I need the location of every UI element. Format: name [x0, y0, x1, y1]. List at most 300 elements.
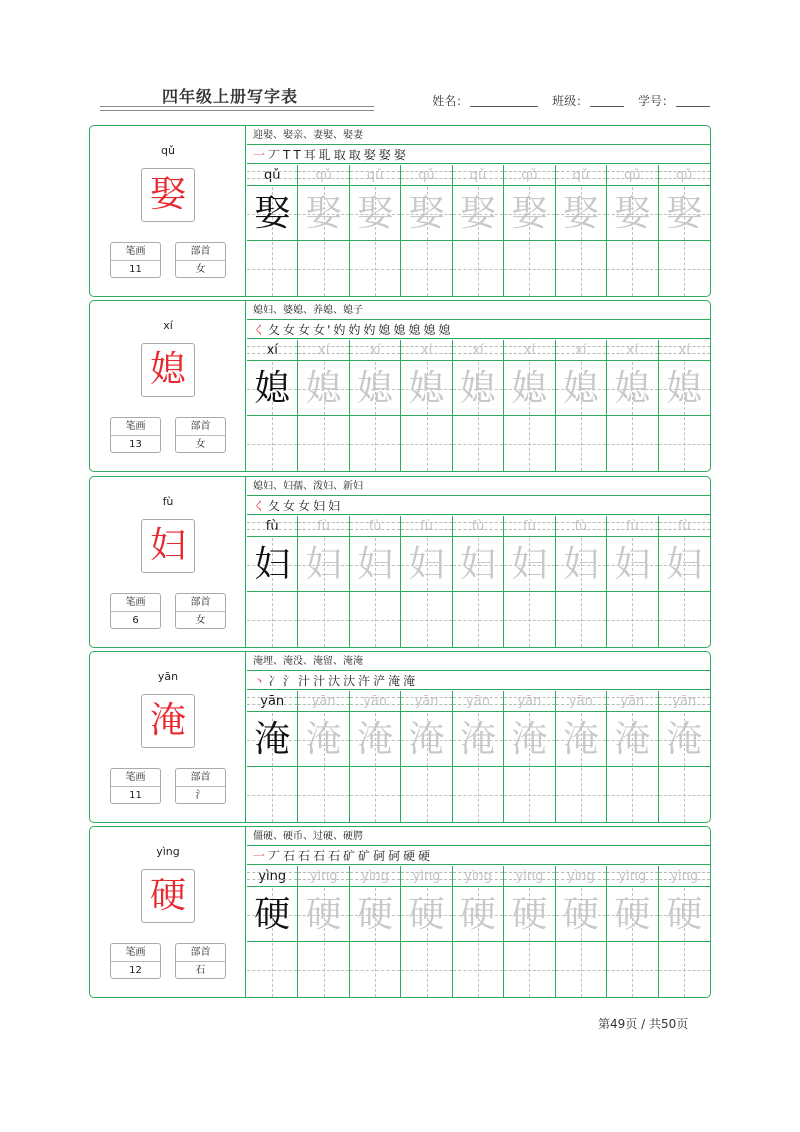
practice-character: 媳 — [459, 368, 496, 409]
practice-cell[interactable] — [453, 516, 504, 647]
tian-grid — [504, 362, 554, 416]
stroke-step: 冫 — [268, 674, 283, 688]
practice-cell[interactable] — [556, 340, 607, 471]
tian-grid — [453, 888, 503, 942]
name-blank[interactable] — [470, 95, 538, 107]
blank-tian-grid[interactable] — [298, 417, 348, 471]
blank-tian-grid[interactable] — [504, 417, 554, 471]
practice-cell[interactable] — [298, 866, 349, 997]
stroke-step: 耴 — [318, 148, 333, 162]
tian-grid — [607, 538, 657, 592]
practice-cell[interactable] — [659, 866, 710, 997]
stroke-step: 硬 — [403, 849, 418, 863]
id-blank[interactable] — [676, 95, 710, 107]
character-card — [89, 651, 711, 823]
stroke-order-row — [247, 672, 710, 690]
stroke-step: 妁 — [363, 323, 378, 337]
blank-tian-grid[interactable] — [504, 593, 554, 647]
tian-grid — [659, 713, 710, 767]
blank-tian-grid[interactable] — [556, 593, 606, 647]
practice-character: 硬 — [614, 894, 651, 935]
tian-grid — [401, 538, 451, 592]
blank-tian-grid[interactable] — [298, 768, 348, 822]
practice-pinyin: fù — [659, 516, 710, 537]
practice-cell[interactable] — [401, 165, 452, 296]
stroke-step: 媳 — [393, 323, 408, 337]
practice-cell[interactable] — [401, 866, 452, 997]
blank-tian-grid[interactable] — [504, 242, 554, 296]
practice-cell[interactable] — [453, 691, 504, 822]
practice-character: 娶 — [408, 193, 445, 234]
practice-pinyin: yān — [401, 691, 451, 712]
practice-character: 娶 — [666, 193, 703, 234]
stroke-count-label: 笔画 — [111, 769, 160, 787]
blank-tian-grid[interactable] — [659, 943, 710, 997]
stroke-count-box — [110, 242, 161, 278]
practice-cell[interactable] — [607, 340, 658, 471]
practice-character: 娶 — [511, 193, 548, 234]
stroke-step: 妁 — [348, 323, 363, 337]
example-words: 迎娶、娶亲、妻娶、娶妻 — [247, 126, 710, 145]
stroke-step: 淹 — [403, 674, 418, 688]
tian-grid — [556, 538, 606, 592]
practice-character: 娶 — [562, 193, 599, 234]
practice-pinyin: fù — [453, 516, 503, 537]
practice-cell[interactable] — [350, 866, 401, 997]
character-info-panel — [90, 827, 246, 997]
tian-grid — [659, 888, 710, 942]
character-card — [89, 125, 711, 297]
class-field[interactable] — [552, 92, 624, 109]
character-info-panel — [90, 652, 246, 822]
stroke-step: T — [293, 148, 303, 162]
character-card — [89, 300, 711, 472]
practice-character: 媳 — [305, 368, 342, 409]
stroke-step: 汁 — [313, 674, 328, 688]
practice-pinyin: yìng — [504, 866, 554, 887]
tian-grid — [607, 362, 657, 416]
blank-tian-grid[interactable] — [401, 593, 451, 647]
radical-box — [175, 417, 226, 453]
practice-grid — [247, 340, 710, 471]
character-info-panel — [90, 126, 246, 296]
radical-box — [175, 593, 226, 629]
blank-tian-grid[interactable] — [247, 768, 297, 822]
name-field[interactable] — [432, 92, 538, 109]
practice-cell[interactable] — [607, 691, 658, 822]
stroke-step: T — [283, 148, 293, 162]
practice-cell[interactable] — [247, 340, 298, 471]
tian-grid — [350, 538, 400, 592]
blank-tian-grid[interactable] — [350, 768, 400, 822]
stroke-step: 媳 — [408, 323, 423, 337]
stroke-step: 媳 — [423, 323, 438, 337]
blank-tian-grid[interactable] — [401, 768, 451, 822]
practice-cell[interactable] — [298, 340, 349, 471]
stroke-count-value: 11 — [129, 790, 142, 801]
practice-pinyin: qǔ — [298, 165, 348, 186]
stroke-step: 媳 — [438, 323, 453, 337]
practice-character: 淹 — [666, 719, 703, 760]
tian-grid — [504, 538, 554, 592]
practice-character: 硬 — [357, 894, 394, 935]
title-underline — [100, 106, 374, 111]
practice-character: 淹 — [408, 719, 445, 760]
blank-tian-grid[interactable] — [401, 943, 451, 997]
practice-cell[interactable] — [247, 165, 298, 296]
practice-character: 妇 — [562, 544, 599, 585]
practice-pinyin: xí — [401, 340, 451, 361]
character-box — [141, 869, 195, 923]
practice-character: 淹 — [614, 719, 651, 760]
blank-tian-grid[interactable] — [401, 417, 451, 471]
character-pinyin: yān — [157, 670, 179, 683]
practice-pinyin: yān — [659, 691, 710, 712]
stroke-step: 石 — [283, 849, 298, 863]
practice-character: 媳 — [666, 368, 703, 409]
practice-pinyin: yìng — [453, 866, 503, 887]
practice-cell[interactable] — [556, 516, 607, 647]
practice-pinyin: qǔ — [453, 165, 503, 186]
stroke-step: 妇 — [313, 499, 328, 513]
blank-tian-grid[interactable] — [350, 242, 400, 296]
blank-tian-grid[interactable] — [247, 593, 297, 647]
practice-pinyin: fù — [401, 516, 451, 537]
tian-grid — [350, 888, 400, 942]
practice-pinyin: yìng — [350, 866, 400, 887]
stroke-step: 丶 — [253, 674, 268, 688]
tian-grid — [659, 187, 710, 241]
stroke-step: 夂 — [268, 323, 283, 337]
practice-pinyin: fù — [247, 516, 297, 537]
practice-pinyin: yān — [607, 691, 657, 712]
stroke-order-row — [247, 321, 710, 339]
stroke-step: く — [253, 499, 268, 513]
practice-cell[interactable] — [298, 691, 349, 822]
radical-box — [175, 768, 226, 804]
character-card — [89, 826, 711, 998]
tian-grid — [401, 888, 451, 942]
blank-tian-grid[interactable] — [247, 417, 297, 471]
stroke-order-row — [247, 497, 710, 515]
radical-value: 氵 — [195, 790, 206, 801]
practice-character: 淹 — [254, 719, 291, 760]
stroke-count-box — [110, 593, 161, 629]
tian-grid — [453, 538, 503, 592]
blank-tian-grid[interactable] — [247, 943, 297, 997]
practice-character: 妇 — [666, 544, 703, 585]
practice-pinyin: qǔ — [350, 165, 400, 186]
practice-cell[interactable] — [659, 516, 710, 647]
stroke-step: 砢 — [388, 849, 403, 863]
tian-grid — [247, 888, 297, 942]
practice-cell[interactable] — [401, 516, 452, 647]
practice-cell[interactable] — [401, 691, 452, 822]
practice-cell[interactable] — [607, 165, 658, 296]
stroke-step: 矿 — [358, 849, 373, 863]
practice-pinyin: fù — [298, 516, 348, 537]
practice-pinyin: yìng — [298, 866, 348, 887]
practice-character: 妇 — [511, 544, 548, 585]
character-box — [141, 168, 195, 222]
practice-pinyin: xí — [247, 340, 297, 361]
stroke-step: 砢 — [373, 849, 388, 863]
blank-tian-grid[interactable] — [659, 242, 710, 296]
practice-pinyin: xí — [350, 340, 400, 361]
stroke-step: 丆 — [268, 148, 283, 162]
practice-cell[interactable] — [556, 165, 607, 296]
practice-cell[interactable] — [247, 516, 298, 647]
id-field[interactable] — [638, 92, 710, 109]
main-character: 淹 — [149, 700, 186, 741]
practice-character: 媳 — [254, 368, 291, 409]
stroke-step: 女 — [283, 323, 298, 337]
practice-cell[interactable] — [453, 340, 504, 471]
tian-grid — [247, 362, 297, 416]
practice-character: 娶 — [357, 193, 394, 234]
example-words: 媳妇、婆媳、养媳、媳子 — [247, 301, 710, 320]
stroke-count-value: 6 — [132, 615, 139, 626]
practice-pinyin: xí — [453, 340, 503, 361]
radical-value: 石 — [195, 965, 206, 976]
stroke-step: 一 — [253, 849, 268, 863]
practice-character: 妇 — [254, 544, 291, 585]
stroke-step: 淹 — [388, 674, 403, 688]
blank-tian-grid[interactable] — [556, 242, 606, 296]
blank-tian-grid[interactable] — [607, 943, 657, 997]
practice-character: 娶 — [614, 193, 651, 234]
practice-cell[interactable] — [504, 340, 555, 471]
practice-cell[interactable] — [247, 691, 298, 822]
practice-character: 淹 — [305, 719, 342, 760]
practice-cell[interactable] — [607, 516, 658, 647]
stroke-step: 矿 — [343, 849, 358, 863]
practice-character: 娶 — [305, 193, 342, 234]
stroke-count-value: 12 — [129, 965, 142, 976]
practice-character: 妇 — [408, 544, 445, 585]
practice-cell[interactable] — [453, 866, 504, 997]
blank-tian-grid[interactable] — [453, 593, 503, 647]
practice-pinyin: fù — [350, 516, 400, 537]
practice-cell[interactable] — [401, 340, 452, 471]
practice-pinyin: qǔ — [401, 165, 451, 186]
practice-pinyin: qǔ — [659, 165, 710, 186]
character-pinyin: yìng — [156, 845, 180, 858]
stroke-count-box — [110, 768, 161, 804]
blank-tian-grid[interactable] — [607, 417, 657, 471]
practice-pinyin: yān — [298, 691, 348, 712]
practice-pinyin: fù — [504, 516, 554, 537]
stroke-step: 一 — [253, 148, 268, 162]
tian-grid — [401, 713, 451, 767]
tian-grid — [350, 362, 400, 416]
stroke-step: 妇 — [328, 499, 343, 513]
blank-tian-grid[interactable] — [556, 417, 606, 471]
practice-cell[interactable] — [659, 165, 710, 296]
stroke-step: 石 — [298, 849, 313, 863]
practice-pinyin: xí — [298, 340, 348, 361]
stroke-step: 汏 — [328, 674, 343, 688]
radical-label: 部首 — [176, 769, 225, 787]
tian-grid — [607, 713, 657, 767]
blank-tian-grid[interactable] — [556, 943, 606, 997]
tian-grid — [453, 713, 503, 767]
id-label: 学号： — [637, 94, 674, 108]
practice-pinyin: yìng — [659, 866, 710, 887]
practice-cell[interactable] — [556, 691, 607, 822]
practice-cell[interactable] — [504, 516, 555, 647]
blank-tian-grid[interactable] — [659, 768, 710, 822]
stroke-step: 汏 — [343, 674, 358, 688]
example-words: 僵硬、硬币、过硬、硬腭 — [247, 827, 710, 846]
blank-tian-grid[interactable] — [350, 417, 400, 471]
practice-pinyin: yìng — [401, 866, 451, 887]
class-blank[interactable] — [590, 95, 624, 107]
practice-cell[interactable] — [504, 165, 555, 296]
practice-character: 妇 — [459, 544, 496, 585]
practice-cell[interactable] — [350, 516, 401, 647]
stroke-step: 女 — [283, 499, 298, 513]
blank-tian-grid[interactable] — [504, 943, 554, 997]
tian-grid — [298, 362, 348, 416]
character-info-panel — [90, 301, 246, 471]
stroke-step: 女' — [313, 323, 333, 337]
class-label: 班级： — [552, 94, 589, 108]
tian-grid — [556, 713, 606, 767]
practice-character: 媳 — [357, 368, 394, 409]
practice-character: 媳 — [562, 368, 599, 409]
page-number: 第49页 / 共50页 — [598, 1017, 689, 1031]
main-character: 妇 — [149, 525, 186, 566]
blank-tian-grid[interactable] — [453, 242, 503, 296]
tian-grid — [453, 362, 503, 416]
blank-tian-grid[interactable] — [453, 768, 503, 822]
practice-grid — [247, 165, 710, 296]
practice-pinyin: yān — [504, 691, 554, 712]
blank-tian-grid[interactable] — [607, 593, 657, 647]
stroke-count-box — [110, 417, 161, 453]
radical-value: 女 — [195, 264, 206, 275]
tian-grid — [247, 538, 297, 592]
practice-cell[interactable] — [659, 691, 710, 822]
main-character: 娶 — [149, 174, 186, 215]
practice-cell[interactable] — [504, 866, 555, 997]
practice-cell[interactable] — [298, 516, 349, 647]
practice-cell[interactable] — [607, 866, 658, 997]
practice-cell[interactable] — [298, 165, 349, 296]
practice-pinyin: yān — [556, 691, 606, 712]
practice-cell[interactable] — [659, 340, 710, 471]
practice-cell[interactable] — [504, 691, 555, 822]
practice-character: 妇 — [614, 544, 651, 585]
blank-tian-grid[interactable] — [556, 768, 606, 822]
character-pinyin: qǔ — [161, 144, 175, 157]
stroke-step: 汁 — [298, 674, 313, 688]
blank-tian-grid[interactable] — [607, 242, 657, 296]
practice-pinyin: qǔ — [504, 165, 554, 186]
stroke-count-label: 笔画 — [111, 594, 160, 612]
tian-grid — [401, 362, 451, 416]
practice-pinyin: qǔ — [556, 165, 606, 186]
radical-label: 部首 — [176, 418, 225, 436]
stroke-count-label: 笔画 — [111, 418, 160, 436]
tian-grid — [556, 888, 606, 942]
stroke-step: 取 — [333, 148, 348, 162]
tian-grid — [247, 187, 297, 241]
character-box — [141, 343, 195, 397]
practice-grid — [247, 516, 710, 647]
blank-tian-grid[interactable] — [298, 593, 348, 647]
practice-pinyin: xí — [556, 340, 606, 361]
practice-character: 硬 — [666, 894, 703, 935]
stroke-step: 汻 — [358, 674, 373, 688]
tian-grid — [504, 187, 554, 241]
stroke-step: 女 — [298, 323, 313, 337]
stroke-step: 石 — [328, 849, 343, 863]
practice-cell[interactable] — [350, 691, 401, 822]
tian-grid — [453, 187, 503, 241]
stroke-step: 娶 — [363, 148, 378, 162]
practice-character: 硬 — [562, 894, 599, 935]
stroke-count-box — [110, 943, 161, 979]
blank-tian-grid[interactable] — [247, 242, 297, 296]
practice-cell[interactable] — [556, 866, 607, 997]
blank-tian-grid[interactable] — [298, 242, 348, 296]
practice-character: 淹 — [511, 719, 548, 760]
practice-cell[interactable] — [350, 340, 401, 471]
practice-character: 妇 — [305, 544, 342, 585]
stroke-step: 夂 — [268, 499, 283, 513]
practice-cell[interactable] — [350, 165, 401, 296]
name-label: 姓名： — [432, 94, 469, 108]
practice-pinyin: xí — [659, 340, 710, 361]
practice-cell[interactable] — [247, 866, 298, 997]
stroke-step: 妁 — [333, 323, 348, 337]
main-character: 硬 — [149, 875, 186, 916]
example-words: 媳妇、妇孺、泼妇、新妇 — [247, 477, 710, 496]
tian-grid — [504, 888, 554, 942]
tian-grid — [556, 362, 606, 416]
character-pinyin: xí — [163, 319, 173, 332]
practice-pinyin: fù — [607, 516, 657, 537]
blank-tian-grid[interactable] — [453, 417, 503, 471]
blank-tian-grid[interactable] — [453, 943, 503, 997]
practice-character: 媳 — [511, 368, 548, 409]
blank-tian-grid[interactable] — [401, 242, 451, 296]
blank-tian-grid[interactable] — [607, 768, 657, 822]
stroke-order-row — [247, 146, 710, 164]
practice-pinyin: xí — [607, 340, 657, 361]
practice-character: 娶 — [254, 193, 291, 234]
blank-tian-grid[interactable] — [504, 768, 554, 822]
stroke-step: 娶 — [378, 148, 393, 162]
blank-tian-grid[interactable] — [298, 943, 348, 997]
blank-tian-grid[interactable] — [350, 593, 400, 647]
radical-label: 部首 — [176, 944, 225, 962]
blank-tian-grid[interactable] — [659, 593, 710, 647]
character-box — [141, 519, 195, 573]
stroke-step: 媳 — [378, 323, 393, 337]
blank-tian-grid[interactable] — [350, 943, 400, 997]
blank-tian-grid[interactable] — [659, 417, 710, 471]
practice-character: 硬 — [459, 894, 496, 935]
tian-grid — [350, 187, 400, 241]
example-words: 淹埋、淹没、淹留、淹淹 — [247, 652, 710, 671]
radical-label: 部首 — [176, 243, 225, 261]
practice-character: 淹 — [459, 719, 496, 760]
student-fields — [422, 92, 710, 109]
practice-cell[interactable] — [453, 165, 504, 296]
